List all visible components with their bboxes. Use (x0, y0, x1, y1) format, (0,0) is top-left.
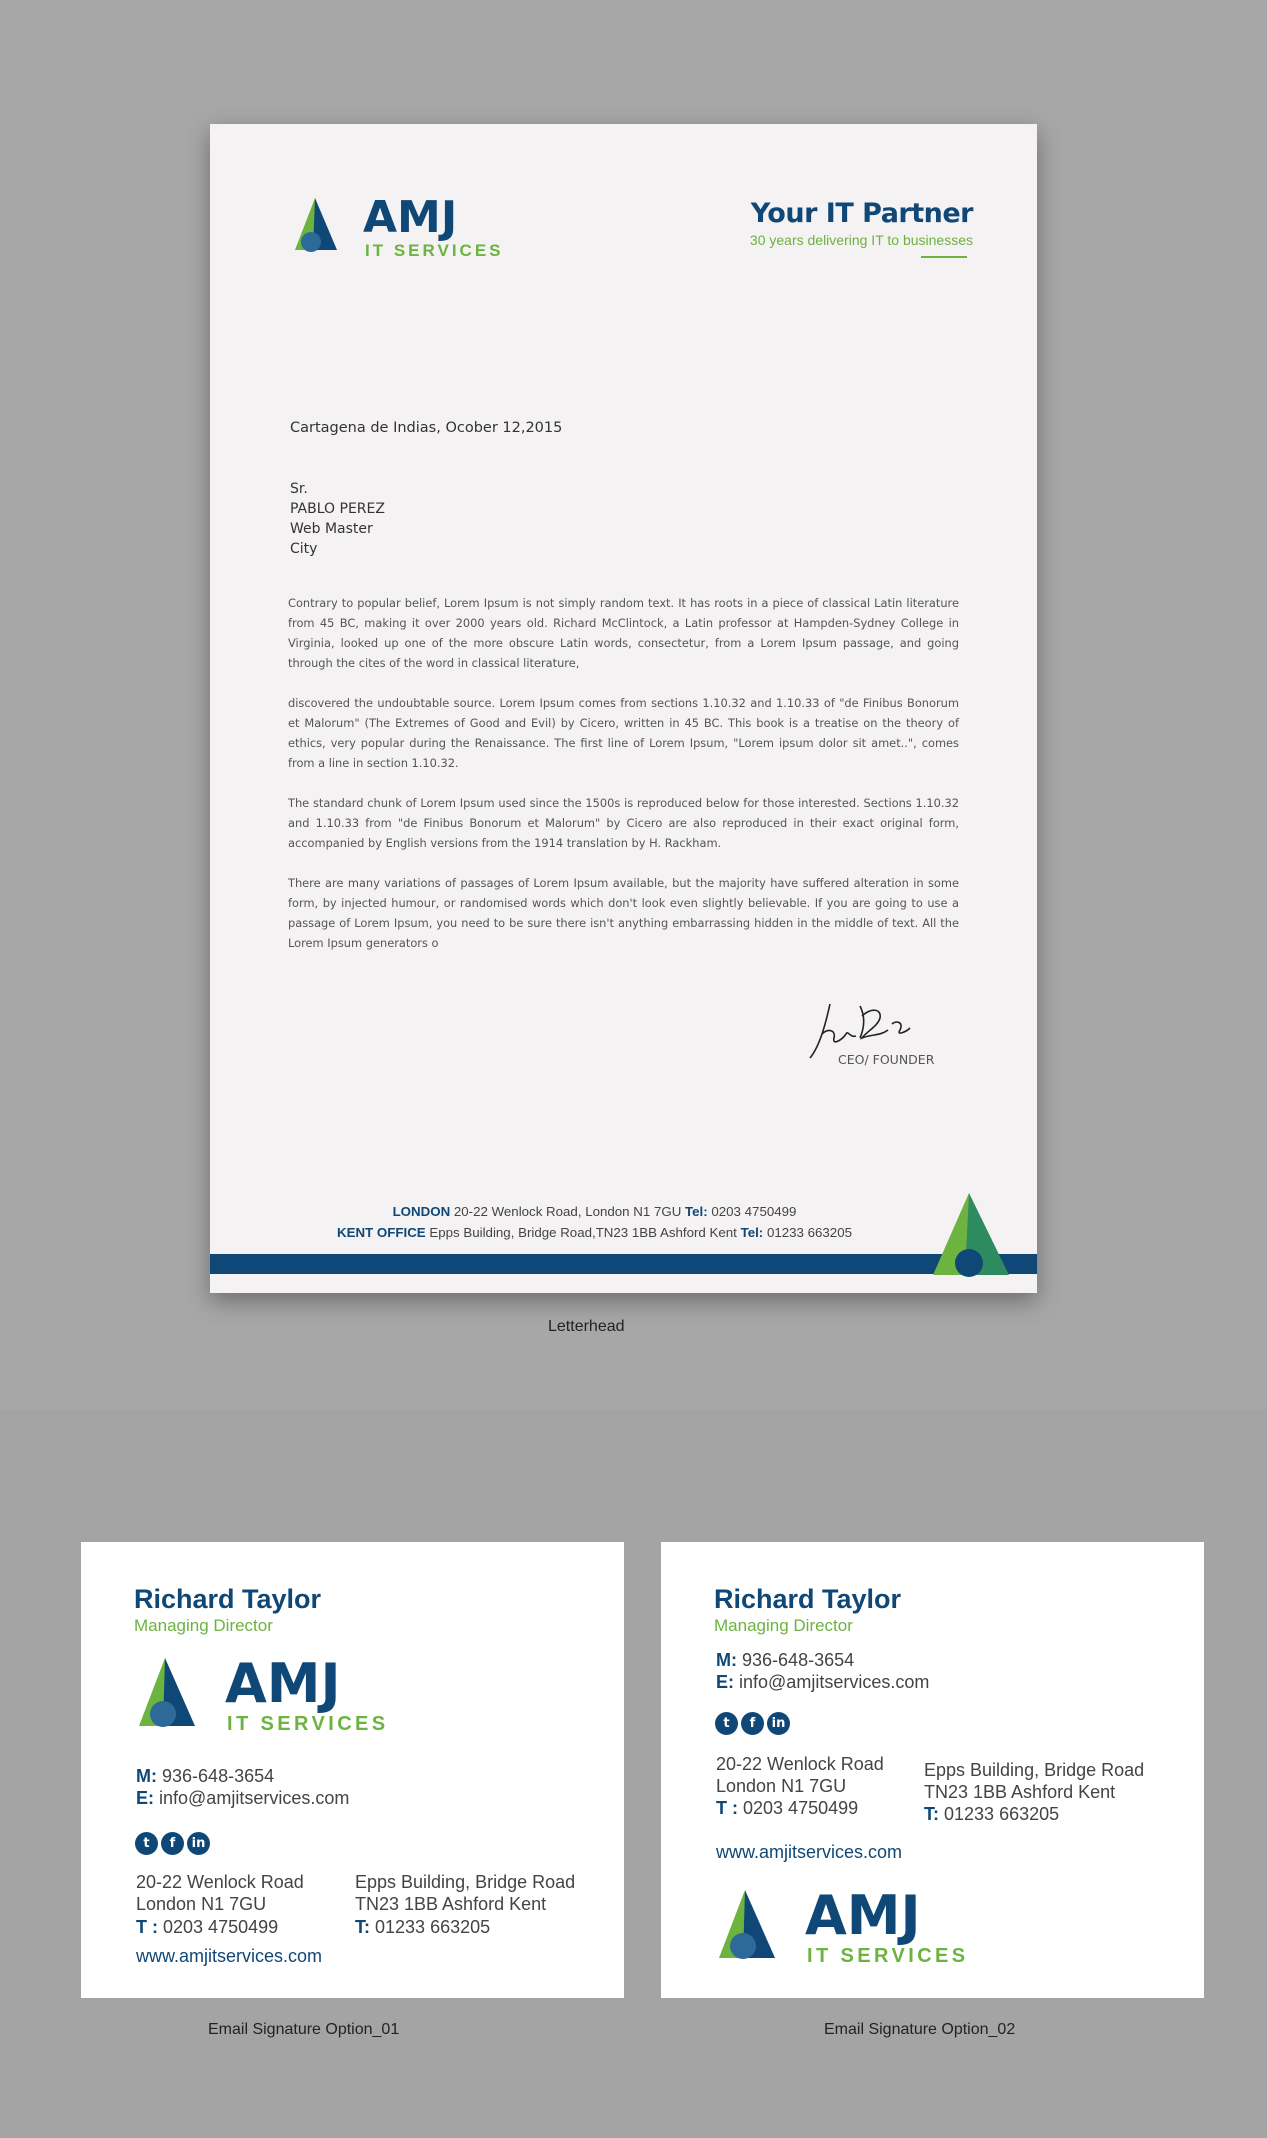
amj-logo (713, 1884, 985, 1966)
tagline (750, 198, 973, 258)
svg-text:AMJ: AMJ (805, 1884, 921, 1947)
kent-tel (924, 1804, 1059, 1825)
svg-text:IT SERVICES: IT SERVICES (807, 1945, 969, 1966)
body-paragraph: Contrary to popular belief, Lorem Ipsum is not simply random text. It has roots in a piece of classical Latin literature from 45 BC, making it over 2000 years old. Richard McClintock, a Latin professor at Hampden-Sydney College in Virginia, looked up one of the more obscure Latin words, consectetur, from a Lorem Ipsum passage, and going through the cites of the word in classical literature, (288, 596, 959, 670)
mobile-label: M: (716, 1650, 737, 1670)
email-signature-card-2 (661, 1542, 1204, 1998)
footer-london-label: LONDON (392, 1204, 451, 1219)
footer-tel-label: Tel: (740, 1225, 764, 1240)
email-label: E: (136, 1788, 154, 1808)
london-address-line1: 20-22 Wenlock Road (716, 1754, 884, 1774)
linkedin-icon[interactable]: in (187, 1832, 210, 1855)
tel-label: T: (924, 1804, 939, 1824)
corner-logo-mark (925, 1191, 1025, 1277)
kent-address-line2: TN23 1BB Ashford Kent (355, 1894, 547, 1914)
footer-london (181, 1204, 1008, 1219)
card-name: Richard Taylor (714, 1584, 902, 1614)
kent-tel (355, 1917, 490, 1938)
kent-address-line2: TN23 1BB Ashford Kent (924, 1782, 1116, 1802)
signer-role: CEO/ FOUNDER (838, 1052, 935, 1067)
website-link[interactable]: www.amjitservices.com (716, 1842, 903, 1862)
footer-kent (181, 1225, 1008, 1240)
social-icons (715, 1712, 790, 1735)
recipient-block (290, 479, 385, 559)
tel-value: 01233 663205 (944, 1804, 1060, 1824)
card-email (136, 1788, 349, 1809)
amj-logo (287, 190, 527, 262)
caption-option-1: Email Signature Option_01 (208, 2021, 400, 2038)
twitter-icon[interactable]: t (135, 1832, 158, 1855)
svg-text:IT SERVICES: IT SERVICES (227, 1713, 389, 1734)
tel-label: T: (355, 1917, 370, 1937)
amj-logo (133, 1652, 405, 1734)
tagline-rule (921, 256, 967, 258)
letterhead-page (210, 124, 1037, 1293)
card-email (716, 1672, 929, 1693)
letter-body (288, 593, 959, 973)
tagline-title: Your IT Partner (750, 198, 973, 229)
card-mobile (136, 1766, 274, 1787)
svg-text:IT SERVICES: IT SERVICES (365, 241, 504, 260)
tel-label: T : (716, 1798, 738, 1818)
body-paragraph: The standard chunk of Lorem Ipsum used since the 1500s is reproduced below for those interested. Sections 1.10.32 and 1.10.33 from "de Finibus Bonorum et Malorum" by Cicero are also reproduced in their exact original form, accompanied by English versions from the 1914 translation by H. Rackham. (288, 796, 959, 850)
svg-text:AMJ: AMJ (363, 192, 458, 243)
footer-band (210, 1254, 1037, 1274)
email-label: E: (716, 1672, 734, 1692)
letter-date: Cartagena de Indias, Ocober 12,2015 (290, 420, 563, 436)
card-mobile (716, 1650, 854, 1671)
recipient-line: City (290, 541, 318, 557)
london-address-line2: London N1 7GU (136, 1894, 267, 1914)
recipient-line: Sr. (290, 481, 308, 497)
mobile-value: 936-648-3654 (162, 1766, 275, 1786)
card-name: Richard Taylor (134, 1584, 322, 1614)
mobile-label: M: (136, 1766, 157, 1786)
kent-address-line1: Epps Building, Bridge Road (924, 1760, 1145, 1780)
card-title: Managing Director (714, 1616, 853, 1635)
email-value: info@amjitservices.com (739, 1672, 930, 1692)
footer-kent-address: Epps Building, Bridge Road,TN23 1BB Ashford Kent (429, 1225, 737, 1240)
london-address-line2: London N1 7GU (716, 1776, 847, 1796)
footer-london-address: 20-22 Wenlock Road, London N1 7GU (453, 1204, 682, 1219)
linkedin-icon[interactable]: in (767, 1712, 790, 1735)
body-paragraph: discovered the undoubtable source. Lorem Ipsum comes from sections 1.10.32 and 1.10.33 of "de Finibus Bonorum et Malorum" (The Extremes of Good and Evil) by Cicero, written in 45 BC. This book is a treatise on the theory of ethics, very popular during the Renaissance. The first line of Lorem Ipsum, "Lorem ipsum dolor sit amet..", comes from a line in section 1.10.32. (288, 696, 959, 770)
footer-london-tel: 0203 4750499 (711, 1204, 797, 1219)
tel-value: 0203 4750499 (163, 1917, 279, 1937)
footer-tel-label: Tel: (685, 1204, 708, 1219)
twitter-icon[interactable]: t (715, 1712, 738, 1735)
website-link[interactable]: www.amjitservices.com (136, 1946, 323, 1966)
card-title: Managing Director (134, 1616, 273, 1635)
recipient-line: Web Master (290, 521, 373, 537)
caption-letterhead: Letterhead (548, 1318, 625, 1335)
email-value: info@amjitservices.com (159, 1788, 350, 1808)
facebook-icon[interactable]: f (161, 1832, 184, 1855)
kent-address-line1: Epps Building, Bridge Road (355, 1872, 576, 1892)
facebook-icon[interactable]: f (741, 1712, 764, 1735)
london-tel (716, 1798, 858, 1819)
tel-label: T : (136, 1917, 158, 1937)
tel-value: 0203 4750499 (743, 1798, 859, 1818)
london-address-line1: 20-22 Wenlock Road (136, 1872, 304, 1892)
body-paragraph: There are many variations of passages of Lorem Ipsum available, but the majority have suffered alteration in some form, by injected humour, or randomised words which don't look even slightly believable. If you are going to use a passage of Lorem Ipsum, you need to be sure there isn't anything embarrassing hidden in the middle of text. All the Lorem Ipsum generators o (288, 876, 959, 950)
svg-text:AMJ: AMJ (225, 1652, 341, 1715)
london-tel (136, 1917, 278, 1938)
tagline-subtitle: 30 years delivering IT to businesses (749, 232, 973, 248)
mobile-value: 936-648-3654 (742, 1650, 855, 1670)
caption-option-2: Email Signature Option_02 (824, 2021, 1016, 2038)
recipient-line: PABLO PEREZ (290, 501, 385, 517)
email-signature-card-1 (81, 1542, 624, 1998)
social-icons (135, 1832, 210, 1855)
tel-value: 01233 663205 (375, 1917, 491, 1937)
footer-kent-label: KENT OFFICE (337, 1225, 426, 1240)
footer-kent-tel: 01233 663205 (766, 1225, 852, 1240)
